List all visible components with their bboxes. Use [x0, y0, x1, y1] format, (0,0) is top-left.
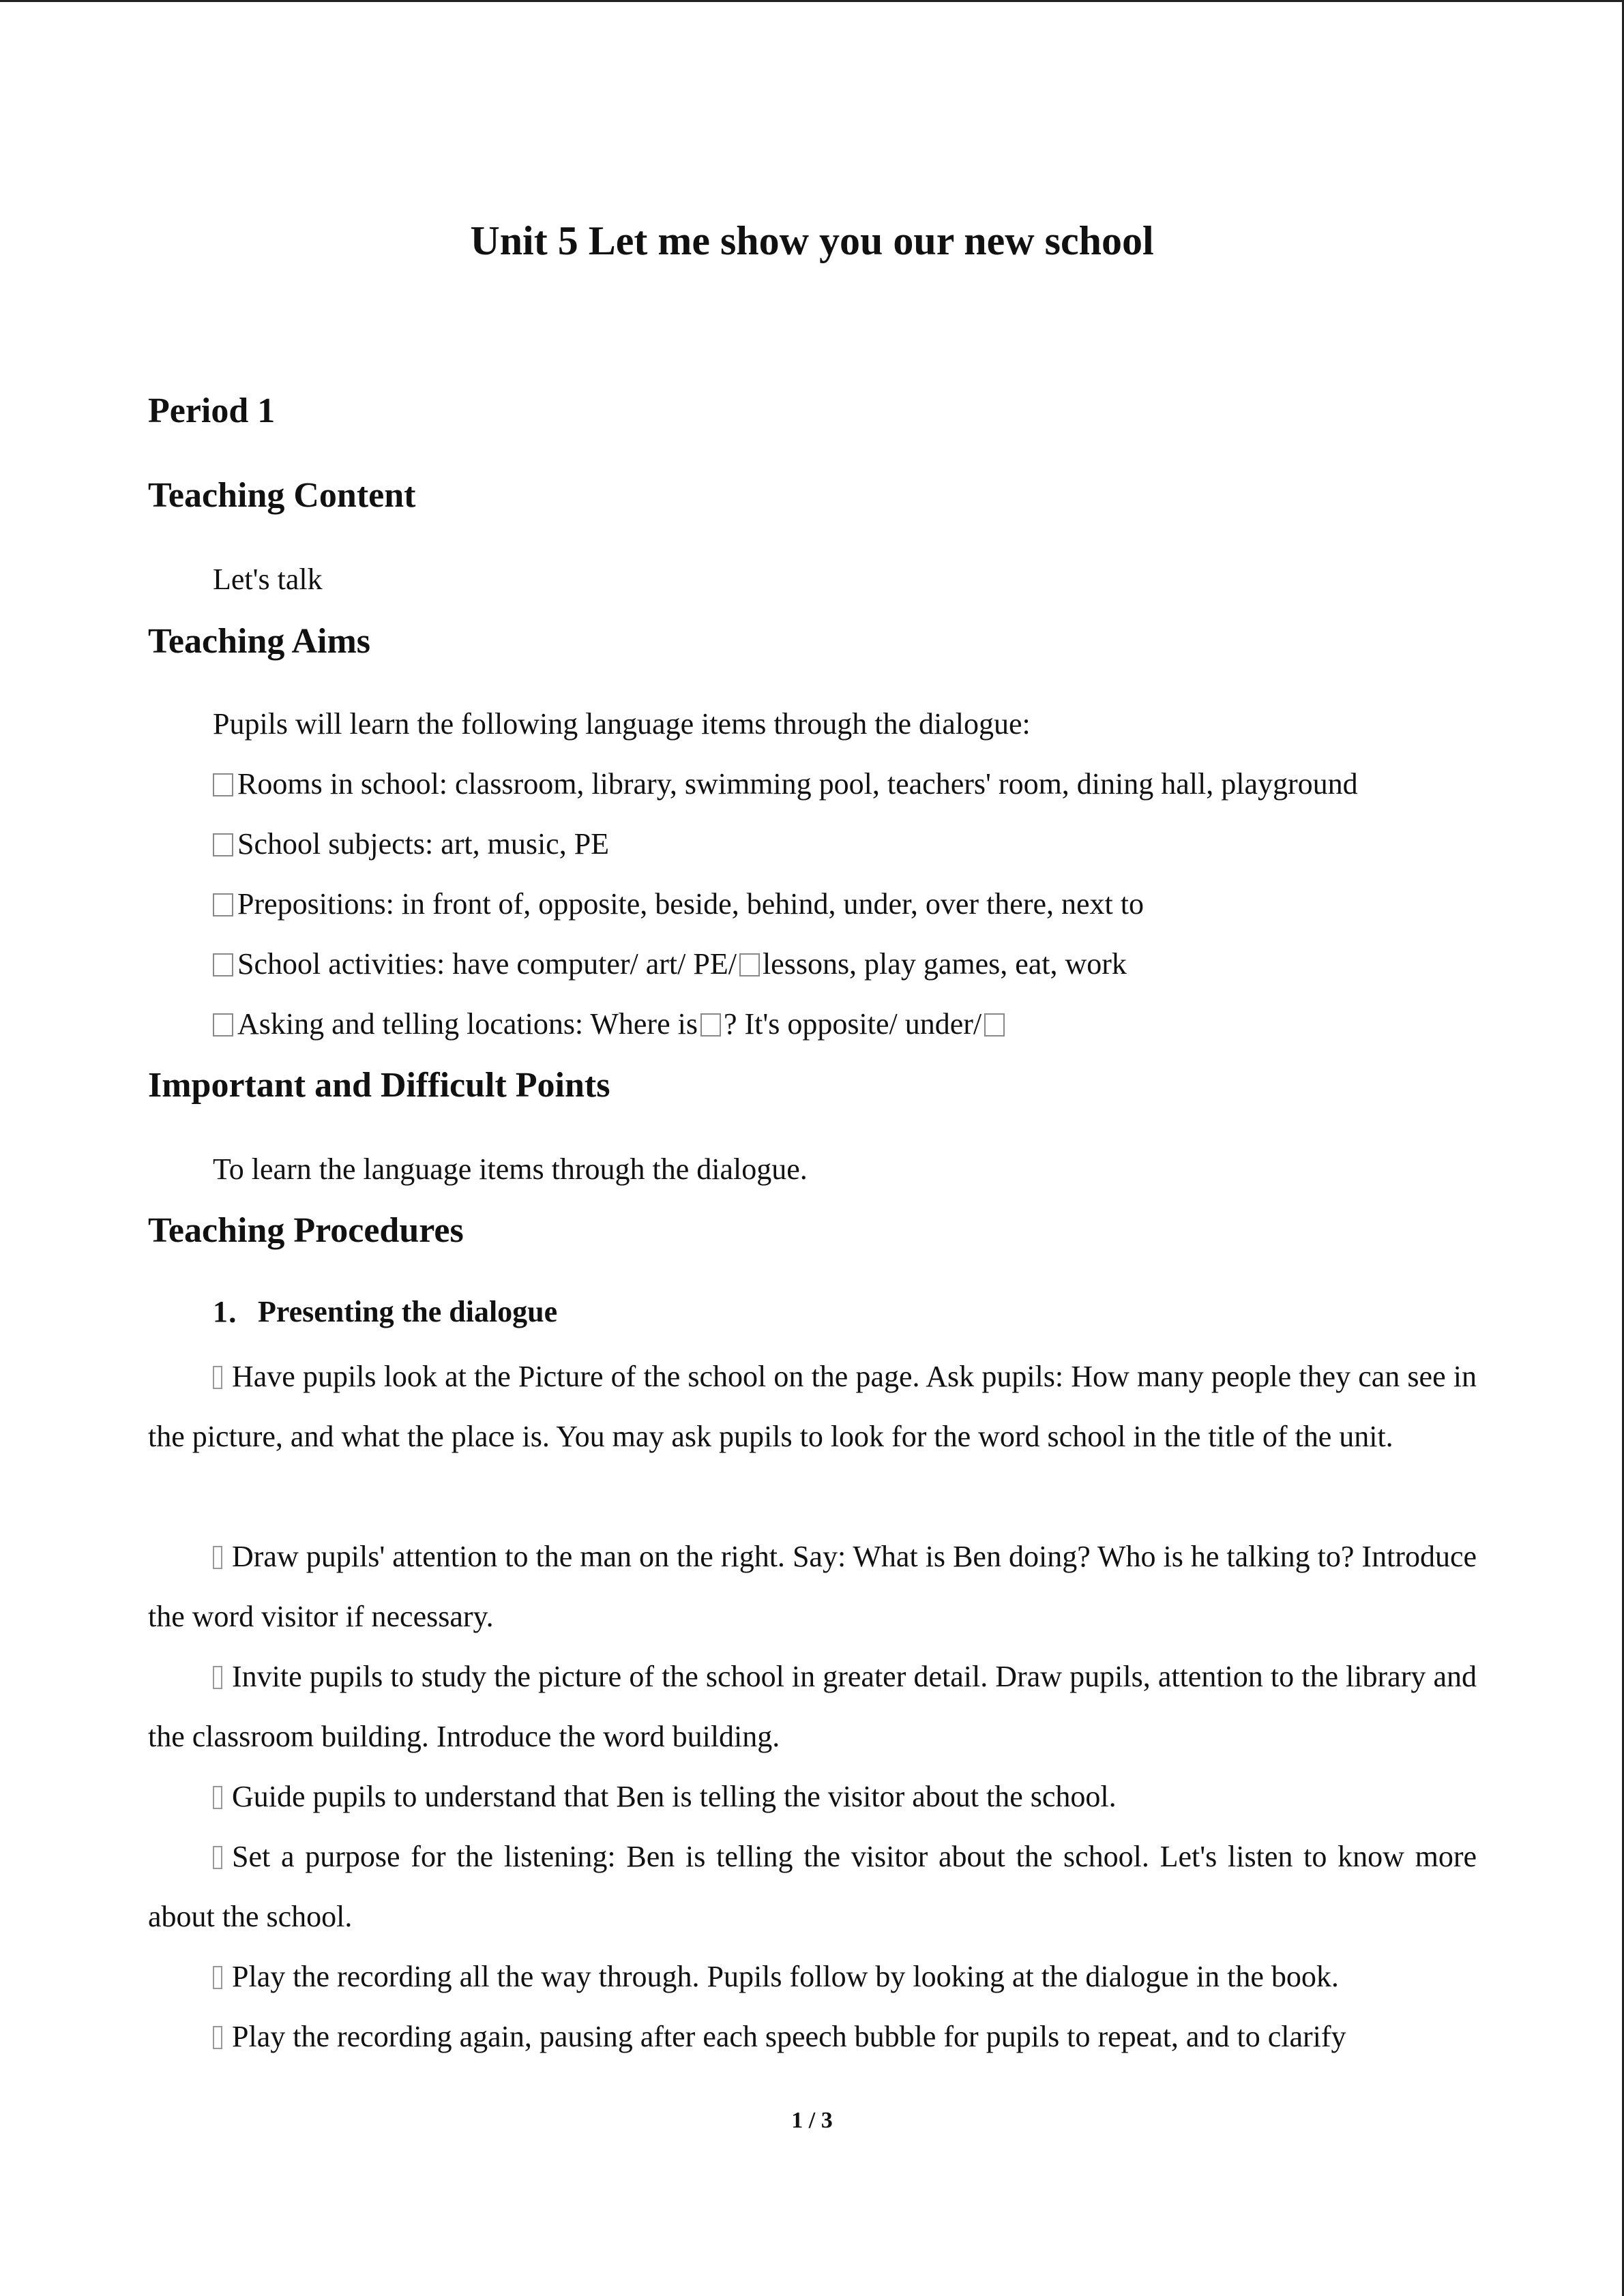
period-heading: Period 1: [148, 391, 276, 430]
bullet-box-icon: [213, 1366, 222, 1389]
procedure-paragraph: Draw pupils' attention to the man on the right. Say: What is Ben doing? Who is he talking to? Introduce the word visitor if necessary.: [148, 1540, 1477, 1633]
teaching-procedures-heading: Teaching Procedures: [148, 1211, 464, 1250]
bullet-box-icon: [213, 1846, 222, 1869]
procedure-paragraph: Set a purpose for the listening: Ben is telling the visitor about the school. Let's listen to know more about the school.: [148, 1840, 1477, 1933]
bullet-box-icon: [213, 953, 233, 976]
aim-item-locations: Asking and telling locations: Where is ? It's opposite/ under/: [213, 1005, 1007, 1043]
bullet-box-icon: [213, 1966, 222, 1989]
bullet-box-icon: [213, 1013, 233, 1037]
procedure-paragraph: Play the recording all the way through. Pupils follow by looking at the dialogue in the book.: [148, 1947, 1477, 2007]
teaching-content-heading: Teaching Content: [148, 476, 416, 515]
teaching-aims-heading: Teaching Aims: [148, 622, 371, 661]
bullet-box-icon: [213, 1786, 222, 1809]
placeholder-box-icon: [984, 1013, 1005, 1037]
bullet-box-icon: [213, 1666, 222, 1689]
step-1-heading: 1．Presenting the dialogue: [213, 1295, 558, 1328]
placeholder-box-icon: [700, 1013, 721, 1037]
bullet-box-icon: [213, 773, 233, 796]
bullet-box-icon: [213, 1546, 222, 1569]
teaching-content-text: Let's talk: [213, 563, 323, 596]
aim-item-prepositions: Prepositions: in front of, opposite, beside, behind, under, over there, next to: [213, 885, 1144, 923]
bullet-box-icon: [213, 2026, 222, 2049]
page-number: 1 / 3: [791, 2108, 833, 2133]
teaching-aims-intro: Pupils will learn the following language items through the dialogue:: [213, 707, 1031, 741]
important-points-text: To learn the language items through the dialogue.: [213, 1152, 808, 1186]
bullet-box-icon: [213, 833, 233, 856]
bullet-box-icon: [213, 893, 233, 916]
document-title: Unit 5 Let me show you our new school: [470, 218, 1154, 263]
aim-item-activities: School activities: have computer/ art/ PE/ lessons, play games, eat, work: [213, 945, 1127, 983]
procedure-paragraph: Invite pupils to study the picture of the school in greater detail. Draw pupils, attention to the library and the classroom building. Introduce the word building.: [148, 1660, 1477, 1753]
procedure-paragraph: Have pupils look at the Picture of the school on the page. Ask pupils: How many people they can see in the picture, and what the place is. You may ask pupils to look for the word school in the title of the unit.: [148, 1360, 1477, 1453]
important-points-heading: Important and Difficult Points: [148, 1066, 610, 1105]
aim-item-subjects: School subjects: art, music, PE: [213, 825, 609, 863]
procedure-paragraph: Play the recording again, pausing after each speech bubble for pupils to repeat, and to clarify: [148, 2007, 1477, 2067]
procedure-paragraph: Guide pupils to understand that Ben is telling the visitor about the school.: [148, 1767, 1477, 1827]
aim-item-rooms: Rooms in school: classroom, library, swimming pool, teachers' room, dining hall, playground: [213, 765, 1358, 803]
placeholder-box-icon: [739, 953, 760, 976]
